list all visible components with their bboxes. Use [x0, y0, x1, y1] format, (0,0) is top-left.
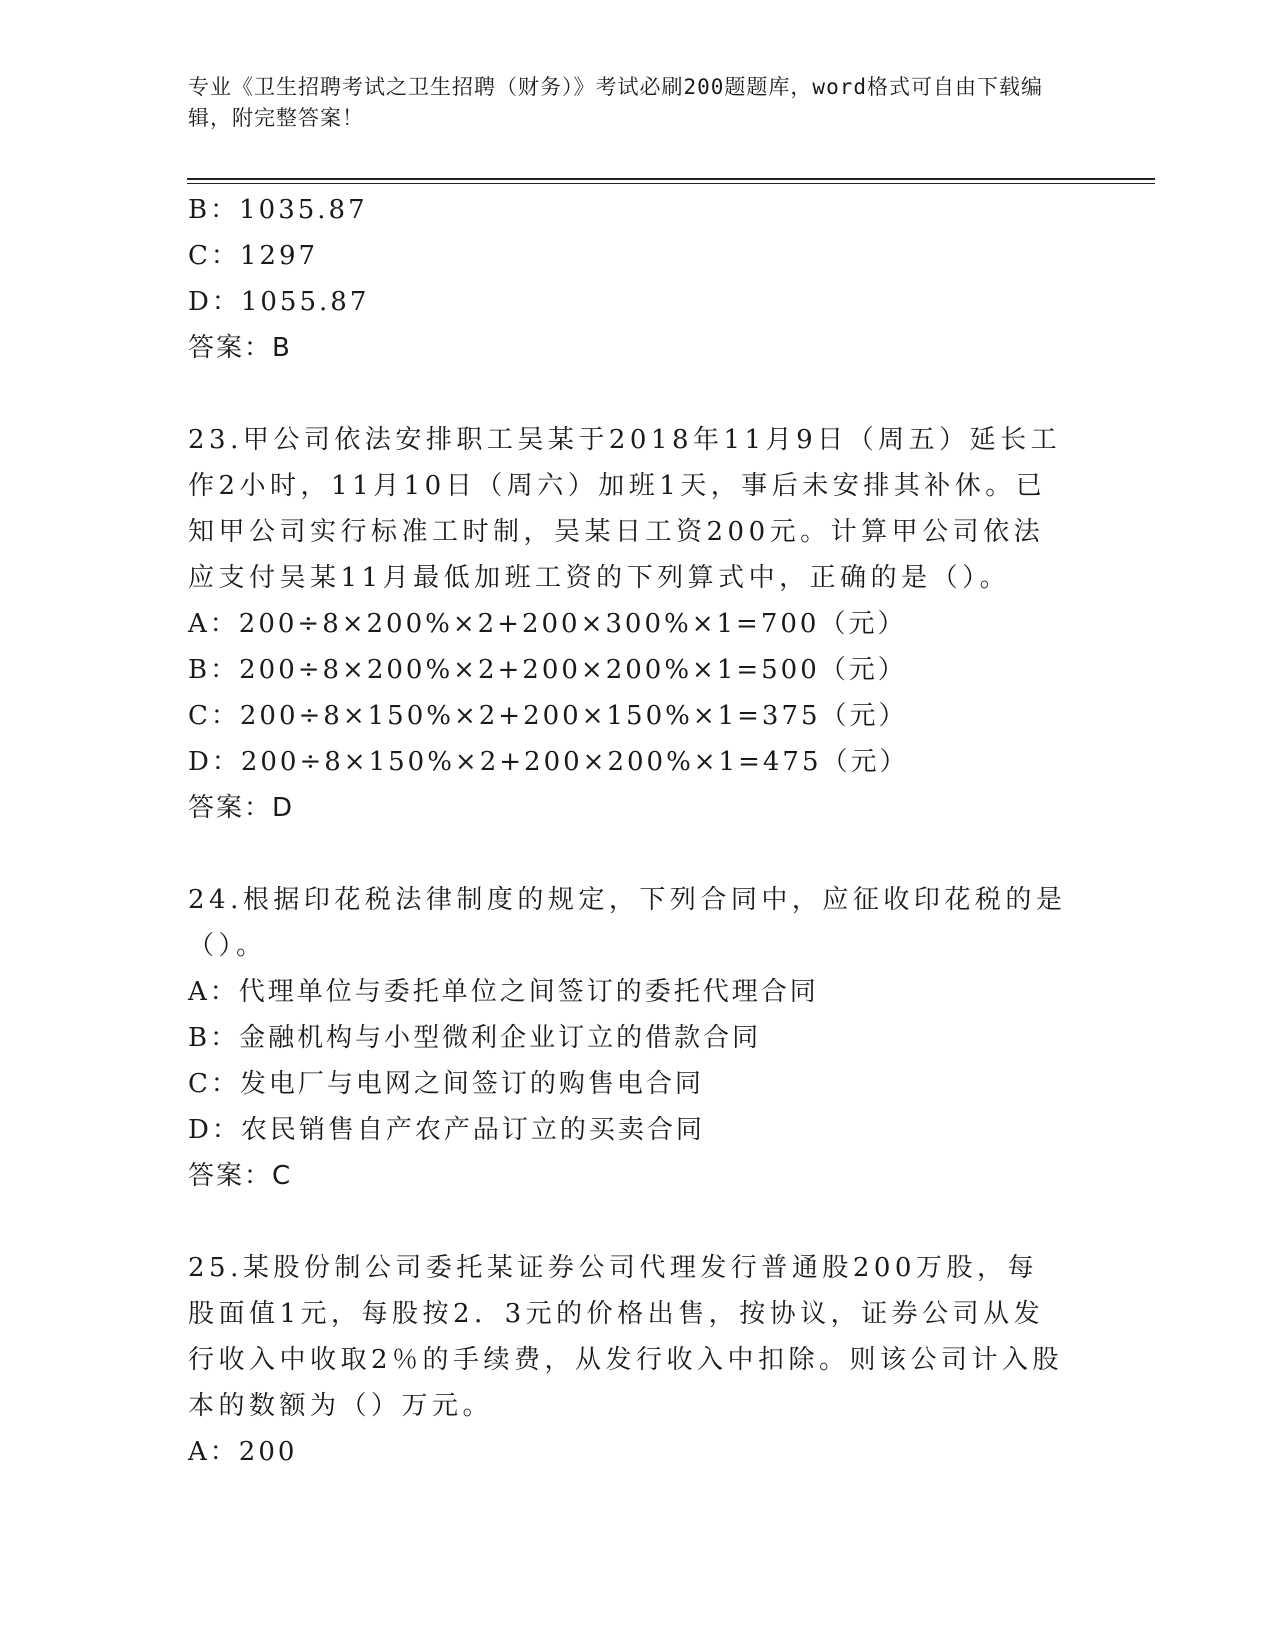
question-23: [188, 417, 1068, 831]
question-22: [188, 187, 1068, 371]
option-b: B：金融机构与小型微利企业订立的借款合同: [188, 1023, 762, 1053]
option-a: A：代理单位与委托单位之间签订的委托代理合同: [188, 977, 819, 1007]
option-a: A：200: [188, 1437, 298, 1467]
question-stem: 24.根据印花税法律制度的规定，下列合同中，应征收印花税的是（）。: [188, 885, 1067, 961]
option-d: D：200÷8×150%×2+200×200%×1=475（元）: [188, 747, 909, 777]
header-rule-thin: [187, 183, 1155, 184]
option-c: C：1297: [188, 241, 319, 271]
option-c: C：200÷8×150%×2+200×150%×1=375（元）: [188, 701, 908, 731]
header-rule-thick: [187, 178, 1155, 180]
spacer: [188, 831, 1068, 877]
option-c: C：发电厂与电网之间签订的购售电合同: [188, 1069, 704, 1099]
option-d: D：1055.87: [188, 287, 370, 317]
answer-line: 答案：C: [188, 1161, 293, 1191]
option-d: D：农民销售自产农产品订立的买卖合同: [188, 1115, 705, 1145]
document-header: 专业《卫生招聘考试之卫生招聘（财务）》考试必刷200题题库，word格式可自由下载编辑，附完整答案！: [188, 75, 1043, 130]
option-a: A：200÷8×200%×2+200×300%×1=700（元）: [188, 609, 907, 639]
spacer: [188, 1199, 1068, 1245]
question-stem: 23.甲公司依法安排职工吴某于2018年11月9日（周五）延长工作2小时，11月10日（周六）加班1天，事后未安排其补休。已知甲公司实行标准工时制，吴某日工资200元。计算甲公司依法应支付吴某11月最低加班工资的下列算式中，正确的是（）。: [188, 425, 1062, 593]
spacer: [188, 371, 1068, 417]
answer-line: 答案：D: [188, 793, 295, 823]
answer-line: 答案：B: [188, 333, 292, 363]
question-25: [188, 1245, 1068, 1475]
question-24: [188, 877, 1068, 1199]
question-stem: 25.某股份制公司委托某证券公司代理发行普通股200万股，每股面值1元，每股按2．3元的价格出售，按协议，证券公司从发行收入中收取2％的手续费，从发行收入中扣除。则该公司计入股本的数额为（）万元。: [188, 1253, 1064, 1421]
option-b: B：1035.87: [188, 195, 368, 225]
question-list: [188, 187, 1068, 1475]
option-b: B：200÷8×200%×2+200×200%×1=500（元）: [188, 655, 907, 685]
